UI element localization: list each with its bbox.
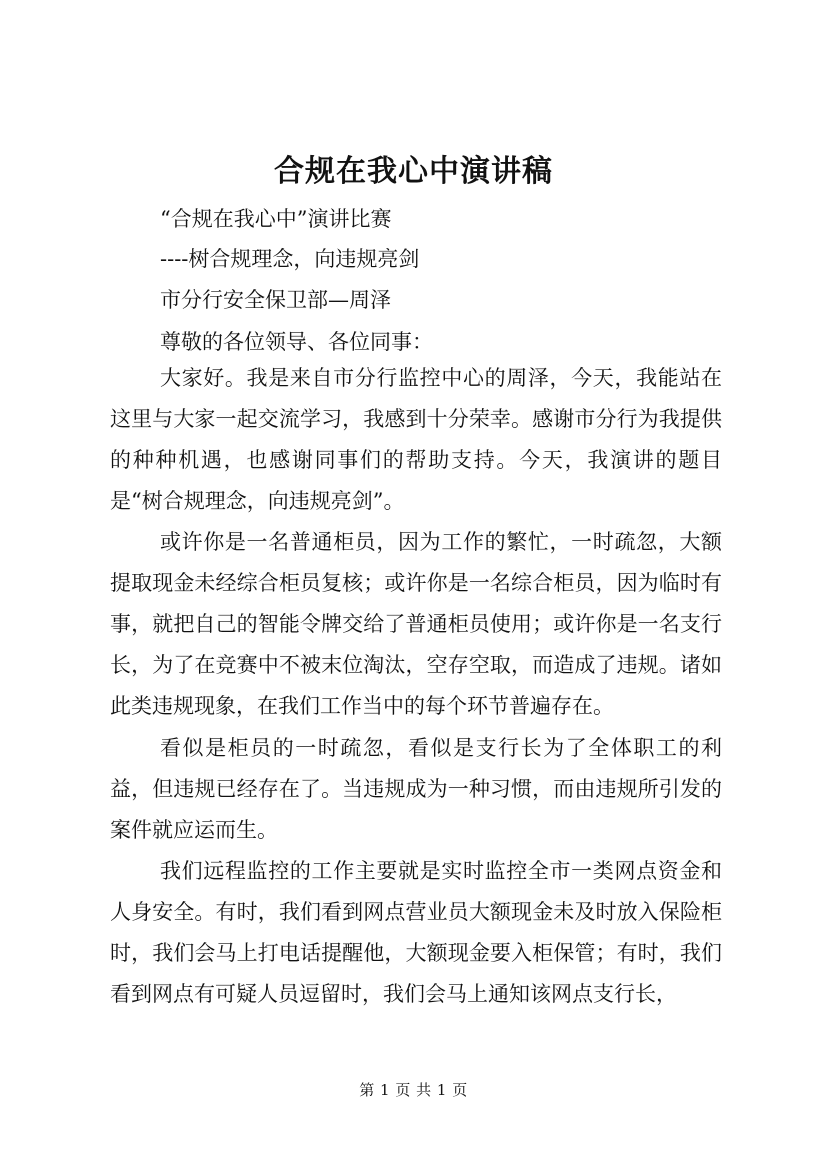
document-title: 合规在我心中演讲稿 — [274, 154, 553, 189]
paragraph-2: 或许你是一名普通柜员，因为工作的繁忙，一时疏忽，大额提取现金未经综合柜员复核；或许你是一名综合柜员，因为临时有事，就把自己的智能令牌交给了普通柜员使用；或许你是一名支行长，为了在竞赛中不被末位淘汰，空存空取，而造成了违规。诸如此类违规现象，在我们工作当中的每个环节普遍存在。 — [110, 530, 722, 718]
page-footer: 第 1 页 共 1 页 — [359, 1081, 468, 1099]
author-line: 市分行安全保卫部—周泽 — [160, 288, 391, 312]
salutation-line: 尊敬的各位领导、各位同事： — [160, 330, 433, 354]
paragraph-3: 看似是柜员的一时疏忽，看似是支行长为了全体职工的利益，但违规已经存在了。当违规成为一种习惯，而由违规所引发的案件就应运而生。 — [110, 736, 722, 842]
competition-line: “合规在我心中”演讲比赛 — [160, 207, 392, 231]
paragraph-1: 大家好。我是来自市分行监控中心的周泽，今天，我能站在这里与大家一起交流学习，我感到十分荣幸。感谢市分行为我提供的种种机遇，也感谢同事们的帮助支持。今天，我演讲的题目是“树合规理念，向违规亮剑”。 — [110, 366, 722, 513]
subtitle-line: ----树合规理念，向违规亮剑 — [160, 247, 420, 271]
paragraph-4: 我们远程监控的工作主要就是实时监控全市一类网点资金和人身安全。有时，我们看到网点营业员大额现金未及时放入保险柜时，我们会马上打电话提醒他，大额现金要入柜保管；有时，我们看到网点有可疑人员逗留时，我们会马上通知该网点支行长， — [110, 859, 722, 1006]
